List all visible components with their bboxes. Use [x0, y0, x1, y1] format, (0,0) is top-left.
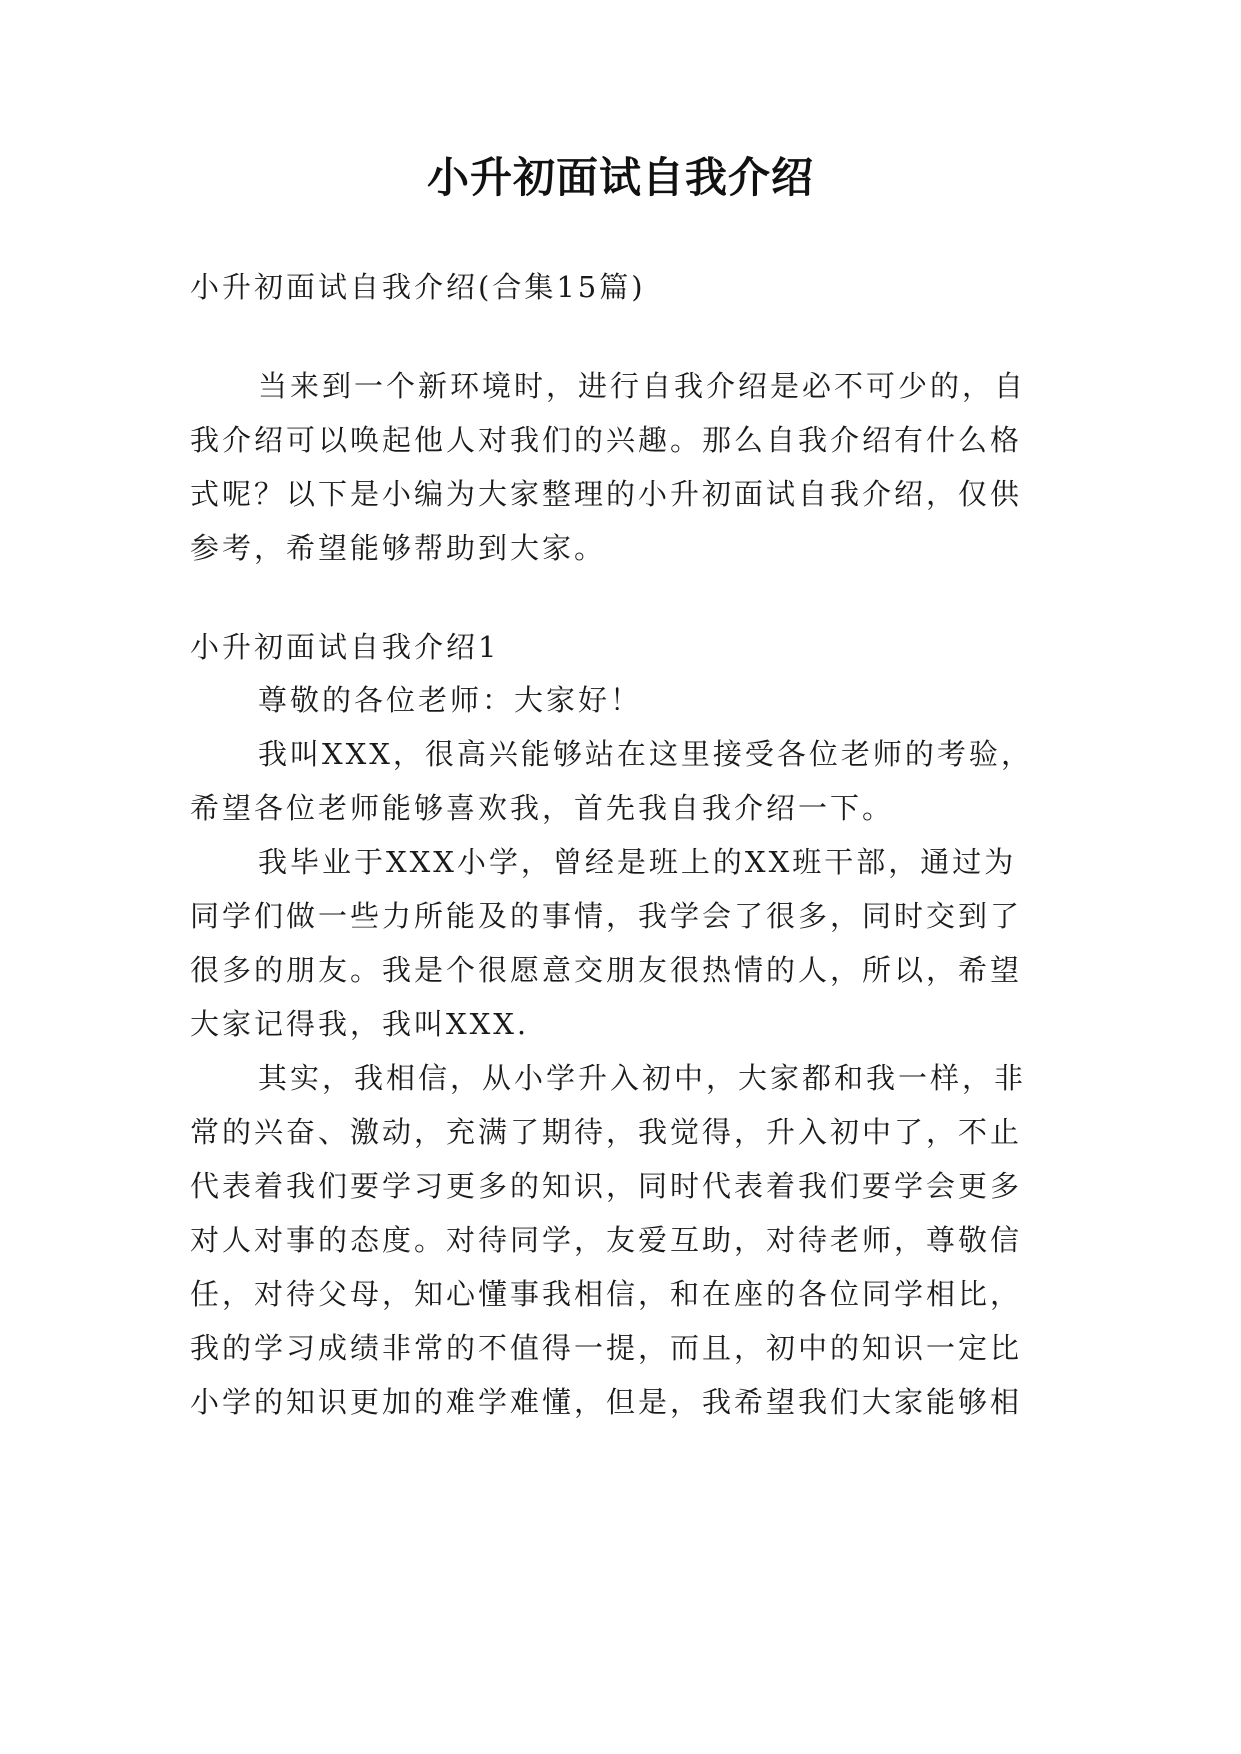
- intro-line-3: 式呢？以下是小编为大家整理的小升初面试自我介绍，仅供: [190, 477, 1023, 511]
- document-title: 小升初面试自我介绍: [426, 153, 814, 202]
- paragraph-3-line-1: 其实，我相信，从小学升入初中，大家都和我一样，非: [258, 1061, 1027, 1095]
- paragraph-3-line-5: 任，对待父母，知心懂事我相信，和在座的各位同学相比，: [190, 1277, 1023, 1311]
- document-subtitle: 小升初面试自我介绍(合集15篇): [190, 270, 646, 304]
- paragraph-3-line-3: 代表着我们要学习更多的知识，同时代表着我们要学会更多: [190, 1169, 1023, 1203]
- paragraph-3-line-2: 常的兴奋、激动，充满了期待，我觉得，升入初中了，不止: [190, 1115, 1023, 1149]
- intro-line-2: 我介绍可以唤起他人对我们的兴趣。那么自我介绍有什么格: [190, 423, 1023, 457]
- paragraph-3-line-7: 小学的知识更加的难学难懂，但是，我希望我们大家能够相: [190, 1385, 1023, 1419]
- intro-line-4: 参考，希望能够帮助到大家。: [190, 531, 607, 565]
- paragraph-1-line-2: 希望各位老师能够喜欢我，首先我自我介绍一下。: [190, 791, 895, 825]
- paragraph-3-line-6: 我的学习成绩非常的不值得一提，而且，初中的知识一定比: [190, 1331, 1023, 1365]
- intro-line-1: 当来到一个新环境时，进行自我介绍是必不可少的，自: [258, 369, 1027, 403]
- paragraph-2-line-4: 大家记得我，我叫XXX.: [190, 1007, 530, 1041]
- paragraph-2-line-3: 很多的朋友。我是个很愿意交朋友很热情的人，所以，希望: [190, 953, 1023, 987]
- paragraph-2-line-2: 同学们做一些力所能及的事情，我学会了很多，同时交到了: [190, 899, 1023, 933]
- paragraph-1-line-1: 我叫XXX，很高兴能够站在这里接受各位老师的考验，: [258, 737, 1033, 771]
- paragraph-3-line-4: 对人对事的态度。对待同学，友爱互助，对待老师，尊敬信: [190, 1223, 1023, 1257]
- section-heading: 小升初面试自我介绍1: [190, 630, 500, 664]
- paragraph-2-line-1: 我毕业于XXX小学，曾经是班上的XX班干部，通过为: [258, 845, 1017, 879]
- greeting-line: 尊敬的各位老师：大家好！: [258, 683, 643, 717]
